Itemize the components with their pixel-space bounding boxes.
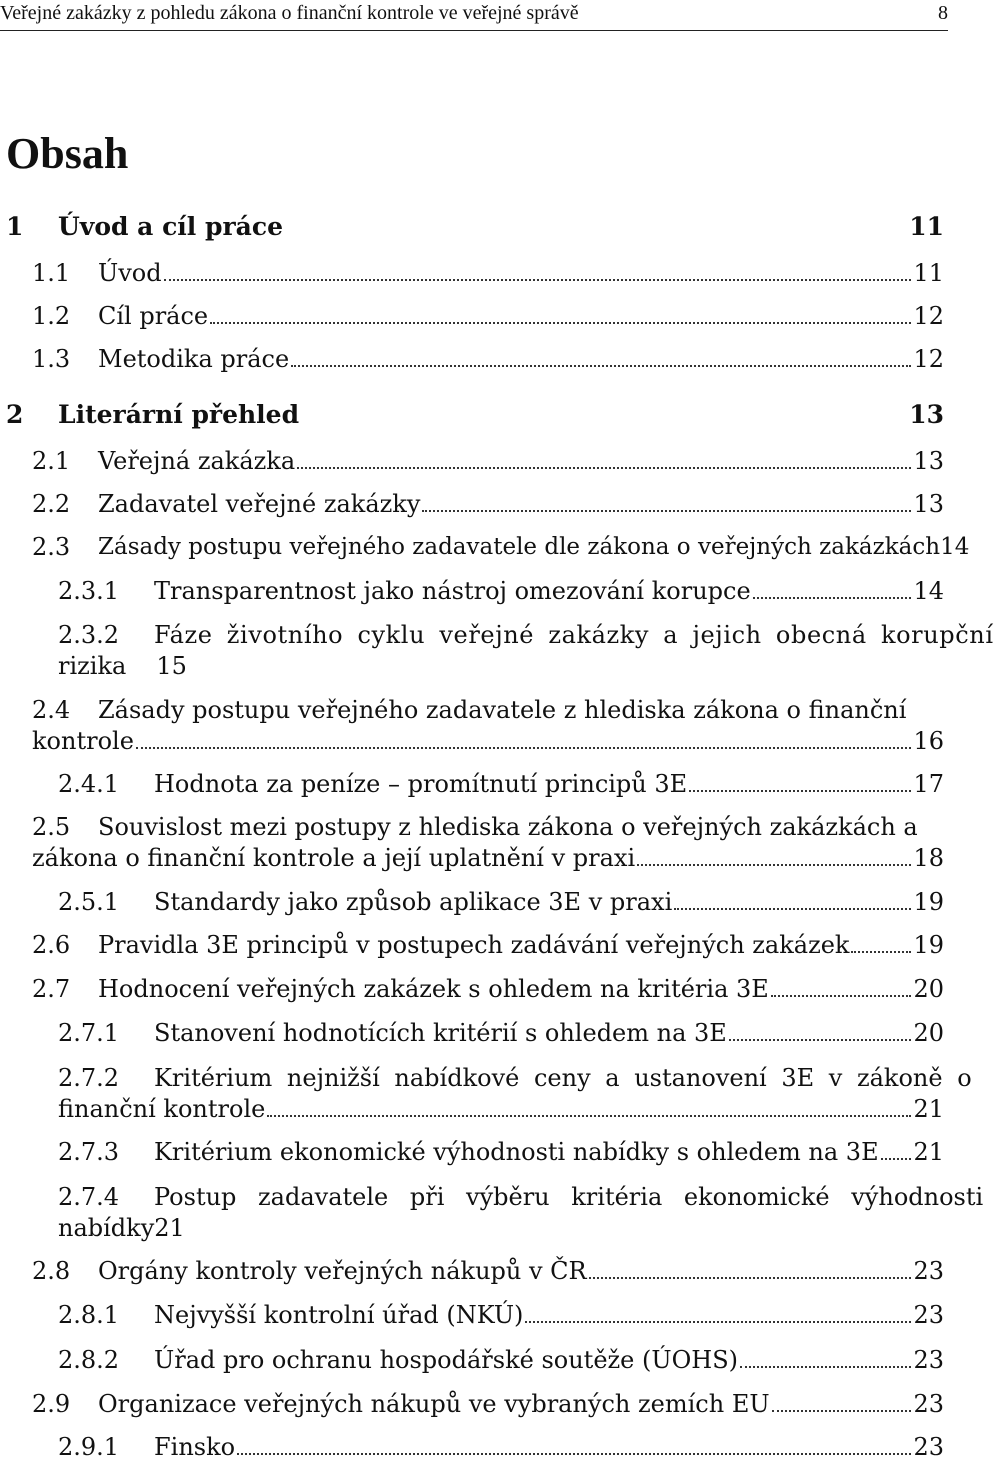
toc-entry-page: 14 [940, 534, 970, 560]
toc-entry[interactable] [0, 812, 944, 872]
toc-entry-page: 14 [913, 577, 944, 605]
toc-entry-text: Pravidla 3E principů v postupech zadávání veřejných zakázek [98, 931, 850, 959]
toc-entry-text: Úvod [98, 259, 162, 287]
toc-entry[interactable] [0, 212, 944, 242]
toc-entry[interactable] [0, 974, 944, 1004]
toc-entry-number: 2.7.1 [58, 1019, 120, 1047]
toc-entry-number: 2.4 [32, 696, 71, 724]
toc-entry[interactable] [0, 532, 970, 562]
toc-entry-text: Standardy jako způsob aplikace 3E v praxi [154, 888, 673, 916]
toc-entry[interactable] [0, 1432, 944, 1462]
toc-entry-number: 2.8.1 [58, 1301, 120, 1329]
toc-entry-text: Nejvyšší kontrolní úřad (NKÚ) [154, 1301, 524, 1329]
toc-entry-text: Cíl práce [98, 302, 209, 330]
toc-entry[interactable] [0, 930, 944, 960]
toc-entry-text: Fáze životního cyklu veřejné zakázky a jejich obecná korupční [154, 621, 994, 649]
toc-entry-page: 13 [913, 490, 944, 518]
toc-entry-page: 19 [913, 931, 944, 959]
toc-entry-number: 2.5 [32, 813, 71, 841]
toc-entry-page: 17 [913, 770, 944, 798]
toc-entry-page: 23 [913, 1301, 944, 1329]
header-page-number: 8 [938, 2, 948, 24]
toc-entry[interactable] [0, 769, 944, 799]
toc-entry-page: 21 [913, 1138, 944, 1166]
toc-entry[interactable] [0, 1018, 944, 1048]
toc-entry-text-continued: finanční kontrole [58, 1095, 266, 1123]
toc-entry-number: 2.3 [32, 533, 71, 561]
toc-entry-page: 16 [913, 727, 944, 755]
toc-entry-page: 21 [154, 1214, 185, 1242]
toc-entry[interactable] [0, 400, 944, 430]
toc-entry-text: Zásady postupu veřejného zadavatele dle zákona o veřejných zakázkách [98, 534, 941, 560]
toc-entry-number: 2.9 [32, 1390, 71, 1418]
toc-entry-number: 1.1 [32, 259, 71, 287]
toc-entry-page: 13 [909, 400, 944, 429]
toc-entry-number: 2.7.2 [58, 1064, 120, 1092]
toc-entry-number: 2.7.4 [58, 1183, 120, 1211]
toc-entry[interactable] [0, 1389, 944, 1419]
toc-entry-number: 2.3.2 [58, 621, 120, 649]
toc-entry-text: Veřejná zakázka [98, 447, 296, 475]
toc-entry-page: 21 [913, 1095, 944, 1123]
toc-entry-text: Kritérium nejnižší nabídkové ceny a ustanovení 3E v zákoně o [154, 1064, 972, 1092]
toc-entry-number: 2.9.1 [58, 1433, 120, 1461]
toc-entry-number: 2.2 [32, 490, 71, 518]
toc-entry-text: Literární přehled [58, 400, 300, 429]
toc-entry-number: 2.6 [32, 931, 71, 959]
toc-entry-page: 23 [913, 1433, 944, 1461]
toc-entry-number: 2.5.1 [58, 888, 120, 916]
toc-entry-page: 11 [913, 259, 944, 287]
toc-entry-number: 2.8.2 [58, 1346, 120, 1374]
toc-entry-number: 1.2 [32, 302, 71, 330]
toc-entry-text-continued: zákona o finanční kontrole a její uplatnění v praxi [32, 844, 636, 872]
toc-entry[interactable] [0, 695, 944, 755]
toc-entry-page: 12 [913, 345, 944, 373]
toc-entry-number: 1.3 [32, 345, 71, 373]
toc-entry[interactable] [0, 301, 944, 331]
toc-entry-page: 13 [913, 447, 944, 475]
toc-entry-page: 15 [156, 652, 187, 680]
toc-entry-page: 23 [913, 1390, 944, 1418]
toc-entry-text: Hodnocení veřejných zakázek s ohledem na kritéria 3E [98, 975, 769, 1003]
toc-entry-page: 20 [913, 975, 944, 1003]
toc-entry-text: Orgány kontroly veřejných nákupů v ČR [98, 1257, 587, 1285]
toc-entry[interactable] [0, 344, 944, 374]
toc-entry-page: 18 [913, 844, 944, 872]
toc-entry[interactable] [0, 620, 994, 680]
toc-entry-text: Transparentnost jako nástroj omezování korupce [154, 577, 751, 605]
toc-entry[interactable] [0, 1300, 944, 1330]
toc-entry[interactable] [0, 1182, 984, 1242]
toc-entry-text: Organizace veřejných nákupů ve vybraných zemích EU [98, 1390, 770, 1418]
toc-entry-page: 23 [913, 1346, 944, 1374]
toc-entry-text-continued: kontrole [32, 727, 134, 755]
toc-entry-page: 20 [913, 1019, 944, 1047]
toc-entry-text-continued: rizika [58, 652, 127, 680]
toc-entry[interactable] [0, 489, 944, 519]
toc-entry-text: Zadavatel veřejné zakázky [98, 490, 421, 518]
toc-entry-text-continued: nabídky [58, 1214, 155, 1242]
toc-entry[interactable] [0, 1345, 944, 1375]
toc-entry-number: 2 [6, 400, 24, 429]
toc-entry-page: 23 [913, 1257, 944, 1285]
toc-entry-text: Kritérium ekonomické výhodnosti nabídky s ohledem na 3E [154, 1138, 879, 1166]
toc-entry-number: 2.3.1 [58, 577, 120, 605]
toc-entry[interactable] [0, 446, 944, 476]
toc-entry[interactable] [0, 887, 944, 917]
toc-entry-text: Úvod a cíl práce [58, 212, 283, 241]
toc-entry-number: 2.1 [32, 447, 71, 475]
toc-entry-number: 1 [6, 212, 24, 241]
toc-entry-text: Postup zadavatele při výběru kritéria ekonomické výhodnosti [154, 1183, 984, 1211]
header-title: Veřejné zakázky z pohledu zákona o finanční kontrole ve veřejné správě [0, 2, 579, 24]
toc-entry[interactable] [0, 1063, 972, 1123]
toc-entry-text: Metodika práce [98, 345, 290, 373]
page-header [0, 0, 948, 34]
toc-entry-text: Souvislost mezi postupy z hlediska zákona o veřejných zakázkách a [98, 813, 918, 841]
toc-entry-number: 2.8 [32, 1257, 71, 1285]
toc-title: Obsah [6, 129, 129, 178]
toc-entry[interactable] [0, 1137, 944, 1167]
toc-entry-page: 11 [909, 212, 944, 241]
toc-entry-text: Hodnota za peníze – promítnutí principů 3E [154, 770, 688, 798]
toc-entry-page: 12 [913, 302, 944, 330]
toc-entry-number: 2.7.3 [58, 1138, 120, 1166]
toc-entry-text: Stanovení hodnotících kritérií s ohledem na 3E [154, 1019, 727, 1047]
toc-entry-number: 2.4.1 [58, 770, 120, 798]
toc-entry-number: 2.7 [32, 975, 71, 1003]
toc-entry[interactable] [0, 1256, 944, 1286]
header-rule [0, 30, 948, 31]
toc-entry[interactable] [0, 258, 944, 288]
toc-entry-page: 19 [913, 888, 944, 916]
toc-entry-text: Finsko [154, 1433, 236, 1461]
toc-entry[interactable] [0, 576, 944, 606]
toc-entry-text: Zásady postupu veřejného zadavatele z hlediska zákona o finanční [98, 696, 907, 724]
toc-entry-text: Úřad pro ochranu hospodářské soutěže (ÚOHS) [154, 1346, 739, 1374]
